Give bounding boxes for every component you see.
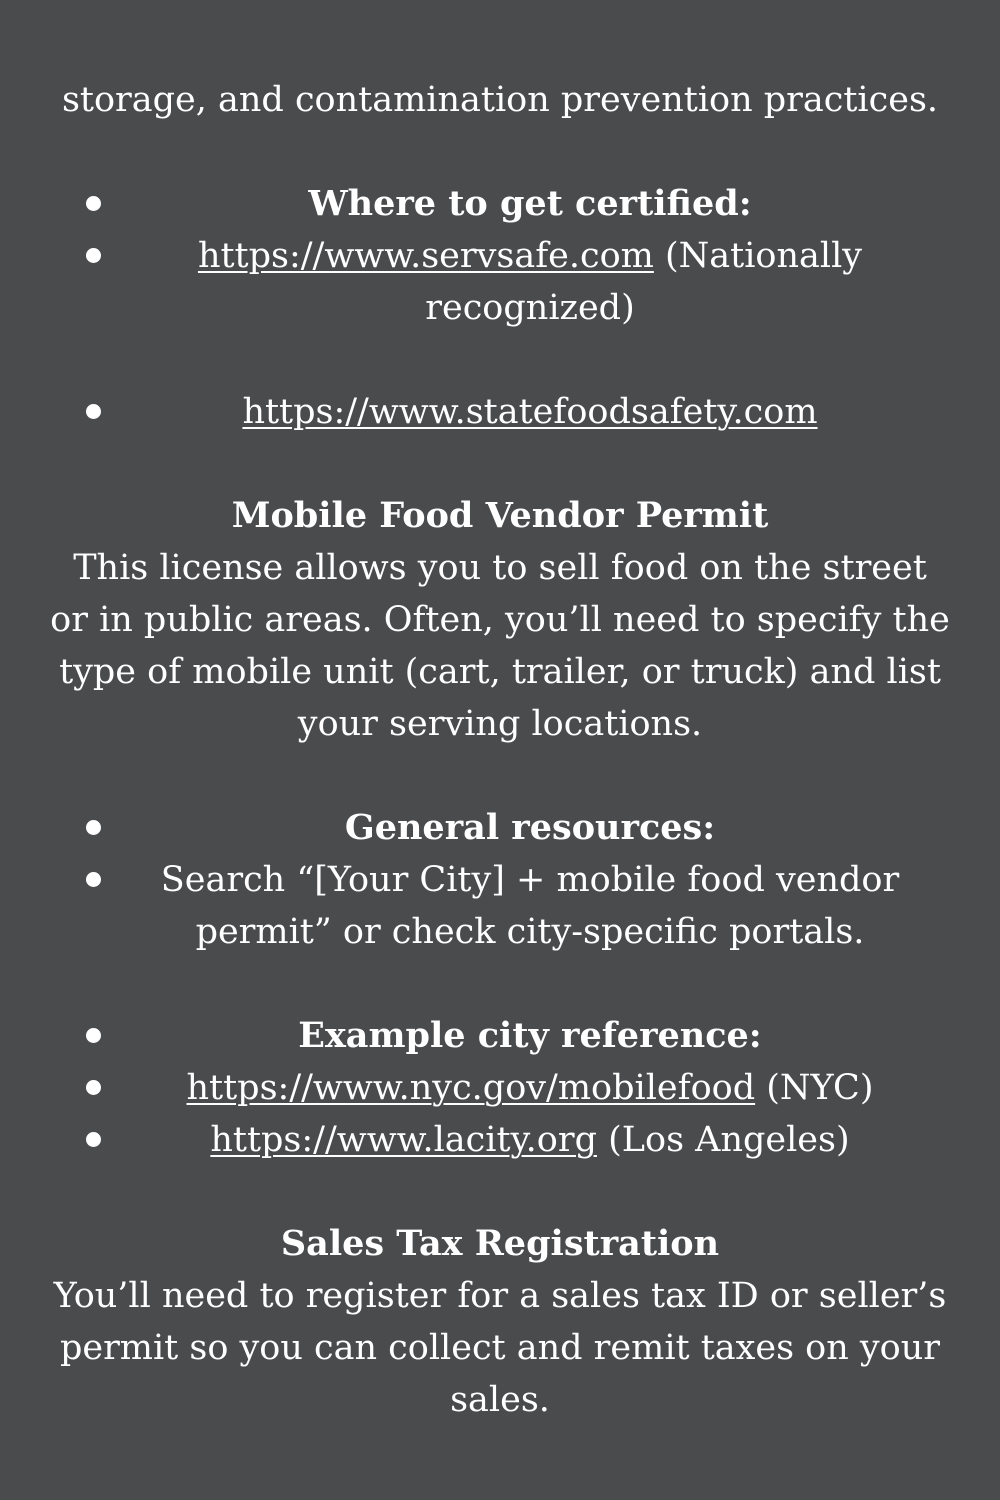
servsafe-link[interactable]: https://www.servsafe.com [197, 236, 654, 276]
bullet-icon [86, 248, 101, 263]
la-link[interactable]: https://www.lacity.org [210, 1120, 597, 1160]
sales-tax-description: You’ll need to register for a sales tax ID or seller’s permit so you can collect and remit taxes on your sales. [53, 1276, 947, 1420]
intro-text: storage, and contamination prevention practices. [61, 80, 939, 120]
mobile-permit-description: This license allows you to sell food on the street or in public areas. Often, you’ll need to specify the type of mobile unit (cart, trailer, or truck) and list your serving locations. [50, 548, 950, 744]
list-item [0, 802, 1000, 854]
search-tip-line2: permit” or check city-specific portals. [195, 912, 865, 952]
bullet-icon [86, 404, 101, 419]
servsafe-item [150, 230, 910, 282]
mobile-permit-heading: Mobile Food Vendor Permit [231, 495, 769, 536]
list-item [0, 854, 1000, 906]
list-item [0, 1114, 1000, 1166]
list-item [0, 1062, 1000, 1114]
la-item [150, 1114, 910, 1166]
nyc-link[interactable]: https://www.nyc.gov/mobilefood [186, 1068, 756, 1108]
bullet-icon [86, 872, 101, 887]
la-note: (Los Angeles) [608, 1120, 850, 1160]
servsafe-note: (Nationally [665, 236, 863, 276]
nyc-note: (NYC) [766, 1068, 874, 1108]
general-resources-label: General resources: [344, 807, 716, 848]
bullet-icon [86, 1028, 101, 1043]
bullet-icon [86, 196, 101, 211]
list-item [0, 1010, 1000, 1062]
bullet-icon [86, 1080, 101, 1095]
bullet-icon [86, 820, 101, 835]
example-city-label: Example city reference: [298, 1015, 762, 1056]
list-item [0, 178, 1000, 230]
statefoodsafety-link[interactable]: https://www.statefoodsafety.com [242, 392, 818, 432]
bullet-icon [86, 1132, 101, 1147]
servsafe-note-continued: recognized) [425, 288, 635, 328]
search-tip-line1: Search “[Your City] + mobile food vendor [160, 860, 900, 900]
statefoodsafety-item [150, 386, 910, 438]
list-item [0, 230, 1000, 282]
nyc-item [150, 1062, 910, 1114]
where-certified-label: Where to get certified: [308, 183, 752, 224]
sales-tax-heading: Sales Tax Registration [280, 1223, 720, 1264]
list-item [0, 386, 1000, 438]
